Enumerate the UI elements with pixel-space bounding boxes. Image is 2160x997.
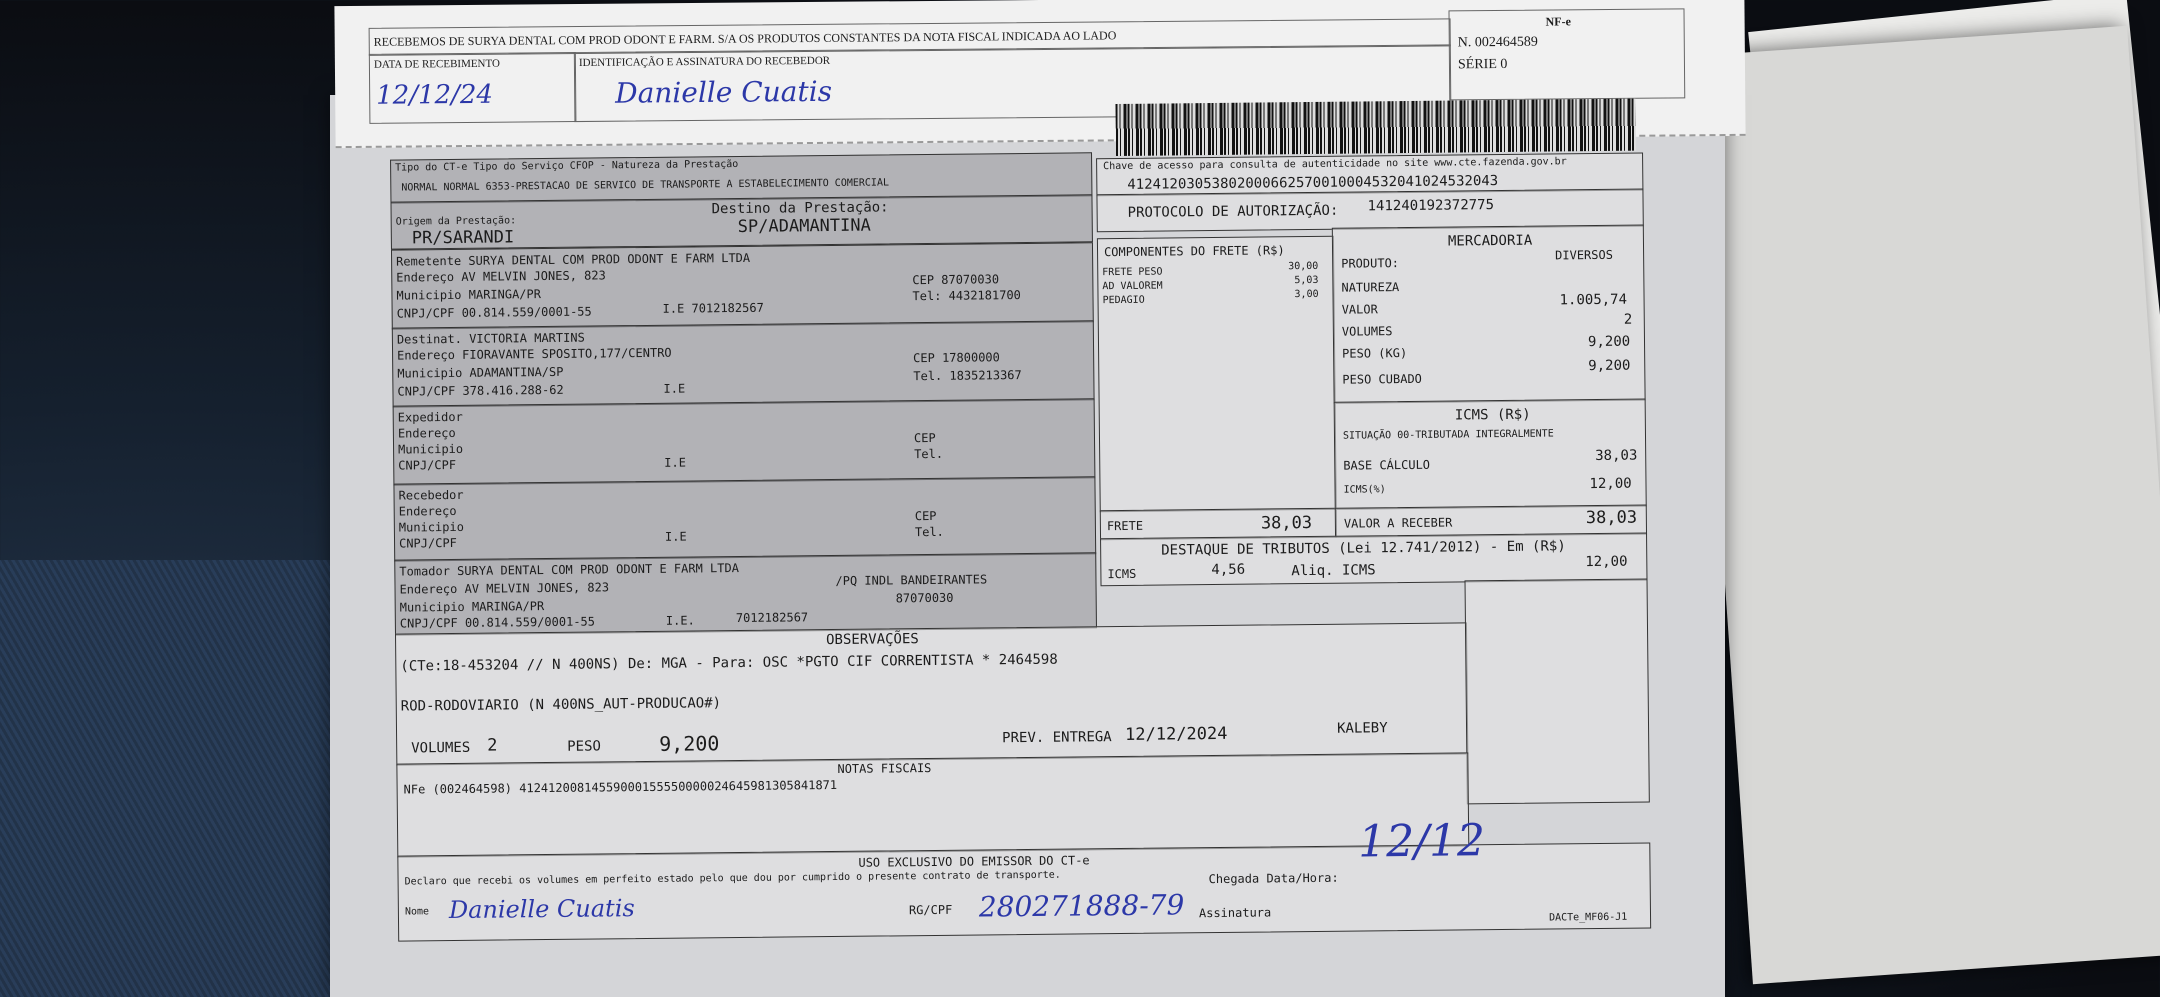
obs-line2: ROD-RODOVIARIO (N 400NS_AUT-PRODUCAO#) xyxy=(400,695,722,715)
tomador-ie: I.E. xyxy=(665,613,695,628)
cubado-label: PESO CUBADO xyxy=(1342,371,1422,387)
tributos-icms-label: ICMS xyxy=(1107,566,1137,582)
obs-peso-value: 9,200 xyxy=(659,731,720,756)
chave-label: Chave de acesso para consulta de autenticidade no site www.cte.fazenda.gov.br xyxy=(1103,156,1567,173)
icms-perc-label: ICMS(%) xyxy=(1343,484,1386,496)
obs-volumes-value: 2 xyxy=(487,735,498,756)
icms-box xyxy=(1334,398,1647,509)
frete-item-label: PEDAGIO xyxy=(1102,294,1145,307)
expedidor-line2: Endereço xyxy=(397,425,456,441)
expedidor-line1: Expedidor xyxy=(397,409,463,425)
destinatario-ie: I.E xyxy=(663,381,686,396)
recebedor-line2: Endereço xyxy=(398,503,457,519)
tomador-line4: CNPJ/CPF 00.814.559/0001-55 xyxy=(399,614,596,631)
obs-title: OBSERVAÇÕES xyxy=(826,631,919,649)
prev-entrega-label: PREV. ENTREGA xyxy=(1002,729,1112,747)
obs-line1: (CTe:18-453204 // N 400NS) De: MGA - Para: OSC *PGTO CIF CORRENTISTA * 2464598 xyxy=(400,651,1058,675)
recebedor-line1: Recebedor xyxy=(398,487,464,503)
tomador-line3: Municipio MARINGA/PR xyxy=(399,599,545,615)
observacoes-box xyxy=(395,622,1468,765)
tributos-aliq-label: Aliq. ICMS xyxy=(1291,562,1376,580)
receipt-nfe-label: NF-e xyxy=(1545,14,1571,29)
tomador-box xyxy=(394,552,1097,635)
recebedor-ie: I.E xyxy=(664,529,687,544)
tipo-values: NORMAL NORMAL 6353-PRESTACAO DE SERVICO DE TRANSPORTE A ESTABELECIMENTO COMERCIAL xyxy=(401,177,890,194)
frete-item-value: 5,03 xyxy=(1294,274,1319,287)
receipt-date-cell xyxy=(369,52,577,124)
volumes-label: VOLUMES xyxy=(1341,324,1393,339)
nome-label: Nome xyxy=(404,906,430,918)
destinatario-cep: CEP 17800000 xyxy=(913,350,1000,366)
mercadoria-title: MERCADORIA xyxy=(1447,232,1533,250)
chegada-label: Chegada Data/Hora: xyxy=(1208,870,1339,887)
rg-label: RG/CPF xyxy=(908,902,953,918)
mercadoria-box xyxy=(1332,225,1646,404)
destinatario-tel: Tel. 1835213367 xyxy=(913,368,1022,384)
tomador-line2: Endereço AV MELVIN JONES, 823 xyxy=(399,580,610,597)
notas-box xyxy=(396,752,1469,857)
cubado-value: 9,200 xyxy=(1588,357,1631,375)
receipt-header: RECEBEMOS DE SURYA DENTAL COM PROD ODONT E FARM. S/A OS PRODUTOS CONSTANTES DA NOTA FISCAL INDICADA AO LADO xyxy=(373,28,1117,49)
destinatario-line3: Municipio ADAMANTINA/SP xyxy=(397,364,564,381)
expedidor-tel: Tel. xyxy=(914,446,944,462)
frete-item-label: FRETE PESO xyxy=(1102,266,1163,279)
recebedor-cep: CEP xyxy=(914,508,937,524)
valor-value: 1.005,74 xyxy=(1559,291,1628,309)
produto-label: PRODUTO: xyxy=(1341,256,1400,271)
recebedor-line4: CNPJ/CPF xyxy=(398,535,457,551)
icms-title: ICMS (R$) xyxy=(1454,406,1531,424)
paper-stack xyxy=(1688,26,2160,984)
receipt-nfe-cell xyxy=(1448,8,1685,100)
receber-label: VALOR A RECEBER xyxy=(1343,515,1453,531)
expedidor-cep: CEP xyxy=(913,430,936,446)
tributos-icms-value: 4,56 xyxy=(1211,561,1246,579)
protocolo-value: 141240192372775 xyxy=(1367,197,1495,215)
destinatario-box xyxy=(392,320,1095,407)
chave-value: 41241203053802000662570010004532041024532043 xyxy=(1127,173,1499,193)
recebedor-tel: Tel. xyxy=(914,524,944,540)
obs-agent: KALEBY xyxy=(1336,720,1388,737)
destino-label: Destino da Prestação: xyxy=(711,199,889,218)
destinatario-line1: Destinat. VICTORIA MARTINS xyxy=(396,330,585,347)
background-jeans xyxy=(0,560,330,997)
origem-destino-box xyxy=(390,194,1092,249)
tipo-label: Tipo do CT-e Tipo do Serviço CFOP - Natureza da Prestação xyxy=(395,158,739,174)
rg-handwritten: 280271888-79 xyxy=(978,888,1185,924)
icms-situacao: SITUAÇÃO 00-TRIBUTADA INTEGRALMENTE xyxy=(1342,428,1554,442)
receipt-serie: SÉRIE 0 xyxy=(1457,56,1508,73)
remetente-ie: I.E 7012182567 xyxy=(662,300,764,316)
origem-label: Origem da Prestação: xyxy=(395,215,517,228)
tomador-line1: Tomador SURYA DENTAL COM PROD ODONT E FARM LTDA xyxy=(399,560,739,579)
recebedor-line3: Municipio xyxy=(398,519,464,535)
receipt-sign-label: IDENTIFICAÇÃO E ASSINATURA DO RECEBEDOR xyxy=(578,54,831,70)
remetente-cep: CEP 87070030 xyxy=(912,272,1000,288)
frete-item-value: 3,00 xyxy=(1294,288,1319,301)
blank-side-box xyxy=(1464,578,1649,804)
tributos-box xyxy=(1100,532,1647,586)
assinatura-label: Assinatura xyxy=(1198,905,1272,921)
expedidor-line4: CNPJ/CPF xyxy=(398,457,457,473)
remetente-tel: Tel: 4432181700 xyxy=(912,288,1021,304)
form-code: DACTe_MF06-J1 xyxy=(1548,911,1628,924)
remetente-line3: Municipio MARINGA/PR xyxy=(396,287,542,303)
expedidor-line3: Municipio xyxy=(397,441,464,457)
prev-entrega-value: 12/12/2024 xyxy=(1124,723,1228,745)
remetente-box xyxy=(391,242,1094,329)
frete-total-value: 38,03 xyxy=(1260,512,1313,534)
dacte-form xyxy=(386,128,1664,941)
destinatario-line4: CNPJ/CPF 378.416.288-62 xyxy=(397,382,564,399)
destinatario-line2: Endereço FIORAVANTE SPOSITO,177/CENTRO xyxy=(397,345,672,363)
frete-box xyxy=(1097,236,1337,512)
obs-peso-label: PESO xyxy=(567,738,601,755)
expedidor-box xyxy=(393,398,1096,485)
frete-title: COMPONENTES DO FRETE (R$) xyxy=(1103,243,1285,260)
barcode xyxy=(1115,99,1636,156)
tomador-cep: 87070030 xyxy=(895,590,954,606)
base-label: BASE CÁLCULO xyxy=(1343,457,1431,473)
receipt-date-value: 12/12/24 xyxy=(376,79,494,111)
footer-box xyxy=(397,815,1651,941)
remetente-line4: CNPJ/CPF 00.814.559/0001-55 xyxy=(396,304,592,321)
origem-value: PR/SARANDI xyxy=(411,227,515,249)
tomador-ie-value: 7012182567 xyxy=(735,610,809,626)
base-value: 38,03 xyxy=(1595,447,1638,465)
obs-volumes-label: VOLUMES xyxy=(411,739,471,757)
receipt-signature: Danielle Cuatis xyxy=(615,74,833,110)
volumes-value: 2 xyxy=(1623,311,1633,328)
footer-declaro: Declaro que recebi os volumes em perfeito estado pelo que dou por cumprido o presente contrato de transporte. xyxy=(404,869,1061,888)
receipt-date-label: DATA DE RECEBIMENTO xyxy=(373,57,500,71)
frete-total-label: FRETE xyxy=(1106,518,1144,534)
icms-perc-value: 12,00 xyxy=(1589,475,1632,493)
notas-title: NOTAS FISCAIS xyxy=(837,760,932,776)
notas-line: NFe (002464598) 41241200814559000155550000024645981305841871 xyxy=(403,777,838,797)
remetente-line2: Endereço AV MELVIN JONES, 823 xyxy=(396,268,606,285)
tributos-aliq-value: 12,00 xyxy=(1585,553,1628,571)
nome-handwritten: Danielle Cuatis xyxy=(448,894,635,925)
frete-item-value: 30,00 xyxy=(1288,260,1319,273)
produto-value: DIVERSOS xyxy=(1555,247,1613,263)
receber-value: 38,03 xyxy=(1585,507,1638,529)
tributos-title: DESTAQUE DE TRIBUTOS (Lei 12.741/2012) - Em (R$) xyxy=(1161,538,1566,559)
peso-label: PESO (KG) xyxy=(1342,345,1408,361)
receipt-nfe-number: N. 002464589 xyxy=(1457,34,1538,51)
frete-item-label: AD VALOREM xyxy=(1102,280,1163,293)
peso-value: 9,200 xyxy=(1587,333,1631,351)
protocolo-label: PROTOCOLO DE AUTORIZAÇÃO: xyxy=(1127,202,1339,221)
tomador-bairro: /PQ INDL BANDEIRANTES xyxy=(835,572,988,588)
recebedor-box xyxy=(393,476,1096,561)
destino-value: SP/ADAMANTINA xyxy=(737,215,871,237)
valor-label: VALOR xyxy=(1341,302,1378,317)
natureza-label: NATUREZA xyxy=(1341,280,1400,295)
chegada-handwritten: 12/12 xyxy=(1357,815,1486,868)
expedidor-ie: I.E xyxy=(664,455,686,470)
remetente-line1: Remetente SURYA DENTAL COM PROD ODONT E FARM LTDA xyxy=(396,250,751,269)
footer-title: USO EXCLUSIVO DO EMISSOR DO CT-e xyxy=(858,853,1090,870)
